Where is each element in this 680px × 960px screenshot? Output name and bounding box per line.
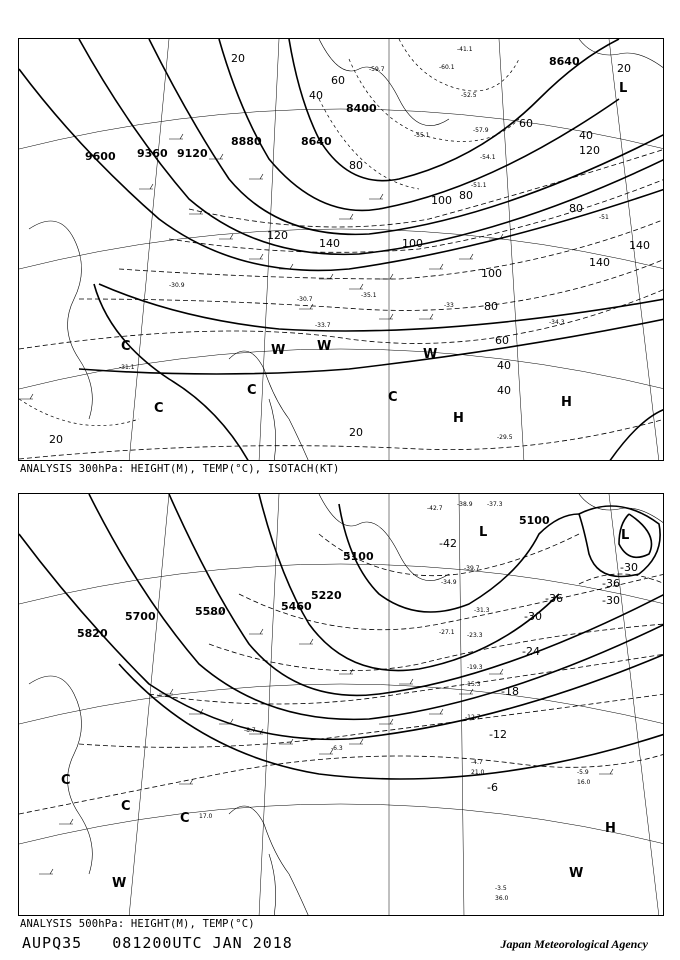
agency-name: Japan Meteorological Agency (500, 937, 648, 951)
product-id: AUPQ35 081200UTC JAN 2018 (22, 934, 293, 952)
station-value: -19.3 (467, 664, 483, 671)
isotach-label: 20 (349, 426, 363, 439)
temp-label: -30 (620, 561, 638, 574)
height-label: 9600 (85, 150, 116, 163)
isotach-label: 80 (349, 159, 363, 172)
isotach-label: 20 (617, 62, 631, 75)
warm-center-marker: W (317, 339, 332, 354)
station-value: -4.7 (471, 759, 483, 766)
isotach-label: 140 (629, 239, 650, 252)
temp-label: -18 (501, 685, 519, 698)
isotach-label: 100 (402, 237, 423, 250)
height-contours (19, 494, 664, 779)
station-value: -30.7 (297, 296, 313, 303)
station-value: 36.0 (495, 895, 509, 902)
height-label: 8400 (346, 102, 377, 115)
isotach-label: 40 (309, 89, 323, 102)
temp-label: -30 (602, 594, 620, 607)
station-value: -41.1 (457, 46, 473, 53)
cold-center-marker: C (121, 339, 131, 354)
isotach-label: 20 (49, 433, 63, 446)
station-value: -15.3 (465, 681, 481, 688)
chart-500hpa (18, 493, 664, 916)
isotach-label: 140 (589, 256, 610, 269)
temp-label: -36 (545, 592, 563, 605)
isotach-label: 60 (331, 74, 345, 87)
station-value: -30.9 (169, 282, 185, 289)
height-label: 5460 (281, 600, 312, 613)
height-label: 9360 (137, 147, 168, 160)
station-value: -60.1 (439, 64, 455, 71)
height-label: 8640 (301, 135, 332, 148)
station-value: -39.7 (464, 565, 480, 572)
warm-center-marker: W (569, 866, 584, 881)
isotach-label: 40 (497, 359, 511, 372)
station-value: -55.1 (414, 132, 430, 139)
temp-label: -36 (602, 577, 620, 590)
warm-center-marker: W (271, 343, 286, 358)
warm-center-marker: W (423, 347, 438, 362)
isotach-label: 60 (519, 117, 533, 130)
isotach-label: 120 (579, 144, 600, 157)
height-label: 5220 (311, 589, 342, 602)
station-value: -59.7 (369, 66, 385, 73)
chart-300hpa (18, 38, 664, 461)
height-label: 8640 (549, 55, 580, 68)
isotach-label: 140 (319, 237, 340, 250)
cold-center-marker: C (121, 799, 131, 814)
isotach-label: 40 (579, 129, 593, 142)
cold-center-marker: C (247, 383, 257, 398)
station-value: -51.1 (471, 182, 487, 189)
station-value: -29.5 (497, 434, 513, 441)
station-value: -3.5 (495, 885, 507, 892)
height-label: 5820 (77, 627, 108, 640)
high-center-marker: H (561, 395, 572, 410)
temp-label: -12 (489, 728, 507, 741)
temp-label: -42 (439, 537, 457, 550)
station-value: -33 (444, 302, 454, 309)
height-label: 5580 (195, 605, 226, 618)
isotach-label: 100 (431, 194, 452, 207)
isotach-label: 100 (481, 267, 502, 280)
station-value: -35.1 (361, 292, 377, 299)
height-label: 9120 (177, 147, 208, 160)
isotach-label: 120 (267, 229, 288, 242)
station-value: -31.1 (119, 364, 135, 371)
station-value: -52.5 (461, 92, 477, 99)
high-center-marker: H (453, 411, 464, 426)
station-value: -8.7 (244, 727, 256, 734)
station-value: 17.0 (199, 813, 213, 820)
station-value: 21.0 (471, 769, 485, 776)
isotach-label: 40 (497, 384, 511, 397)
temp-label: -6 (487, 781, 498, 794)
height-label: 5700 (125, 610, 156, 623)
station-value: -23.3 (467, 632, 483, 639)
temp-label: -30 (524, 610, 542, 623)
isotach-label: 60 (495, 334, 509, 347)
isotach-label: 80 (459, 189, 473, 202)
height-label: 8880 (231, 135, 262, 148)
chart-300hpa-map (19, 39, 664, 461)
station-value: 16.0 (577, 779, 591, 786)
station-value: -6.3 (331, 745, 343, 752)
station-value: -12.7 (465, 714, 481, 721)
isotach-label: 20 (231, 52, 245, 65)
isotachs (19, 149, 664, 459)
isotach-label: 80 (484, 300, 498, 313)
station-value: -34.9 (441, 579, 457, 586)
chart-500hpa-map (19, 494, 664, 916)
station-value: -27.1 (439, 629, 455, 636)
station-value: -42.7 (427, 505, 443, 512)
chart-500-caption: ANALYSIS 500hPa: HEIGHT(M), TEMP(°C) (20, 918, 255, 930)
station-value: -57.9 (473, 127, 489, 134)
cold-center-marker: C (61, 773, 71, 788)
temp-label: -24 (522, 645, 540, 658)
height-label: 5100 (519, 514, 550, 527)
cold-center-marker: C (388, 390, 398, 405)
station-value: -34.3 (549, 319, 565, 326)
station-value: -33.7 (315, 322, 331, 329)
low-center-marker: L (479, 525, 488, 540)
station-value: -37.3 (487, 501, 503, 508)
station-value: -38.9 (457, 501, 473, 508)
station-value: -5.9 (577, 769, 589, 776)
height-label: 5100 (343, 550, 374, 563)
warm-center-marker: W (112, 876, 127, 891)
chart-300-caption: ANALYSIS 300hPa: HEIGHT(M), TEMP(°C), ISOTACH(KT) (20, 463, 340, 475)
graticule (19, 494, 664, 916)
station-value: -51 (599, 214, 609, 221)
cold-center-marker: C (154, 401, 164, 416)
low-center-marker: L (621, 528, 630, 543)
high-center-marker: H (605, 821, 616, 836)
station-value: -54.1 (480, 154, 496, 161)
station-value: -31.3 (474, 607, 490, 614)
isotach-label: 80 (569, 202, 583, 215)
cold-center-marker: C (180, 811, 190, 826)
low-center-marker: L (619, 81, 628, 96)
